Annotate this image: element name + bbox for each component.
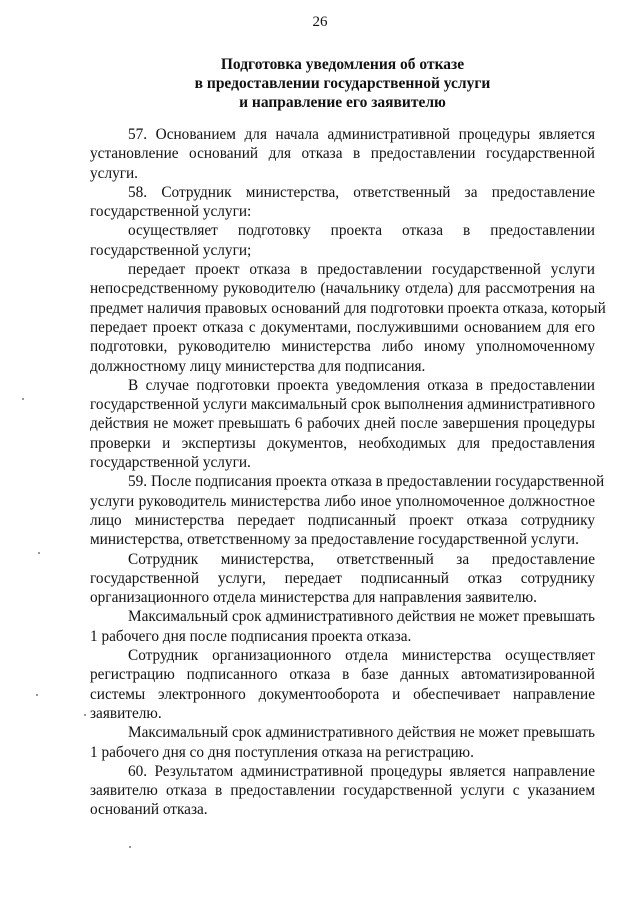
text-line: государственной услуги: [90, 203, 252, 221]
text-line: услуги руководитель министерства либо иное уполномоченное должностное [90, 492, 595, 510]
text-line: 1 рабочего дня после подписания проекта отказа. [90, 627, 412, 645]
scan-speck [22, 398, 24, 400]
text-line: непосредственному руководителю (начальнику отдела) для рассмотрения на [90, 280, 595, 298]
text-line: лицо министерства передает подписанный проект отказа сотруднику [90, 511, 595, 529]
text-line: подготовки, руководителю министерства либо иному уполномоченному [90, 338, 595, 356]
section-title-line-3: и направление его заявителю [239, 94, 446, 111]
text-line: 59. После подписания проекта отказа в предоставлении государственной [128, 473, 605, 491]
page-number: 26 [312, 14, 328, 30]
text-line: государственной услуги. [90, 454, 251, 472]
text-line: передает проект отказа с документами, послужившими основанием для его [90, 318, 595, 336]
section-title-line-2: в предоставлении государственной услуги [194, 75, 491, 92]
text-line: заявителю. [90, 704, 162, 722]
paragraph-deadline-1-day-signing [90, 607, 595, 646]
text-line: Сотрудник министерства, ответственный за предоставление [128, 550, 595, 568]
text-line: В случае подготовки проекта уведомления отказа в предоставлении [128, 376, 595, 394]
text-line: 57. Основанием для начала административной процедуры является [128, 126, 595, 143]
section-title-line-1: Подготовка уведомления об отказе [220, 56, 465, 73]
text-line: предмет наличия правовых оснований для подготовки проекта отказа, который [90, 299, 606, 317]
text-line: осуществляет подготовку проекта отказа в предоставлении [128, 222, 595, 240]
text-line: проверки и экспертизы документов, необходимых для предоставления [90, 434, 595, 452]
paragraph-transfer-to-org-dept [90, 550, 595, 608]
paragraph-registration [90, 646, 595, 723]
scan-speck [36, 694, 38, 696]
text-line: услуги. [90, 164, 139, 182]
paragraph-57 [90, 125, 595, 183]
paragraph-deadline-1-day-registration [90, 723, 595, 762]
section-title [90, 55, 595, 112]
text-line: 1 рабочего дня со дня поступления отказа на регистрацию. [90, 743, 474, 761]
text-line: 58. Сотрудник министерства, ответственный за предоставление [128, 183, 595, 201]
text-line: должностному лицу министерства для подписания. [90, 357, 426, 375]
text-line: 60. Результатом административной процедуры является направление [128, 762, 595, 780]
paragraph-deadline-6-days [90, 376, 595, 472]
text-line: регистрацию подписанного отказа в базе данных автоматизированной [90, 666, 595, 684]
scan-speck [84, 714, 86, 716]
paragraph-58-item-2 [90, 260, 606, 376]
text-line: государственной услуги; [90, 241, 252, 259]
text-line: заявителю отказа в предоставлении государственной услуги с указанием [90, 782, 595, 800]
text-line: министерства, ответственному за предоставление государственной услуги. [90, 531, 579, 549]
text-line: установление оснований для отказа в предоставлении государственной [90, 145, 595, 163]
text-line: Максимальный срок административного действия не может превышать [128, 608, 596, 626]
text-line: государственной услуги максимальный срок выполнения административного [90, 396, 596, 414]
paragraph-60 [90, 762, 595, 820]
text-line: системы электронного документооборота и обеспечивает направление [90, 685, 595, 703]
paragraph-59 [90, 472, 605, 549]
text-line: действия не может превышать 6 рабочих дней после завершения процедуры [90, 415, 595, 433]
text-line: оснований отказа. [90, 801, 208, 819]
paragraph-58-item-1 [90, 221, 595, 260]
scan-speck [129, 846, 131, 848]
text-line: организационного отдела министерства для направления заявителю. [90, 589, 537, 607]
scan-speck [38, 552, 40, 554]
document-body [90, 125, 606, 820]
text-line: государственной услуги, передает подписанный отказ сотруднику [90, 569, 595, 587]
paragraph-58 [90, 183, 595, 222]
text-line: Максимальный срок административного действия не может превышать [128, 724, 596, 742]
text-line: передает проект отказа в предоставлении государственной услуги [128, 261, 595, 279]
text-line: Сотрудник организационного отдела министерства осуществляет [128, 647, 595, 665]
